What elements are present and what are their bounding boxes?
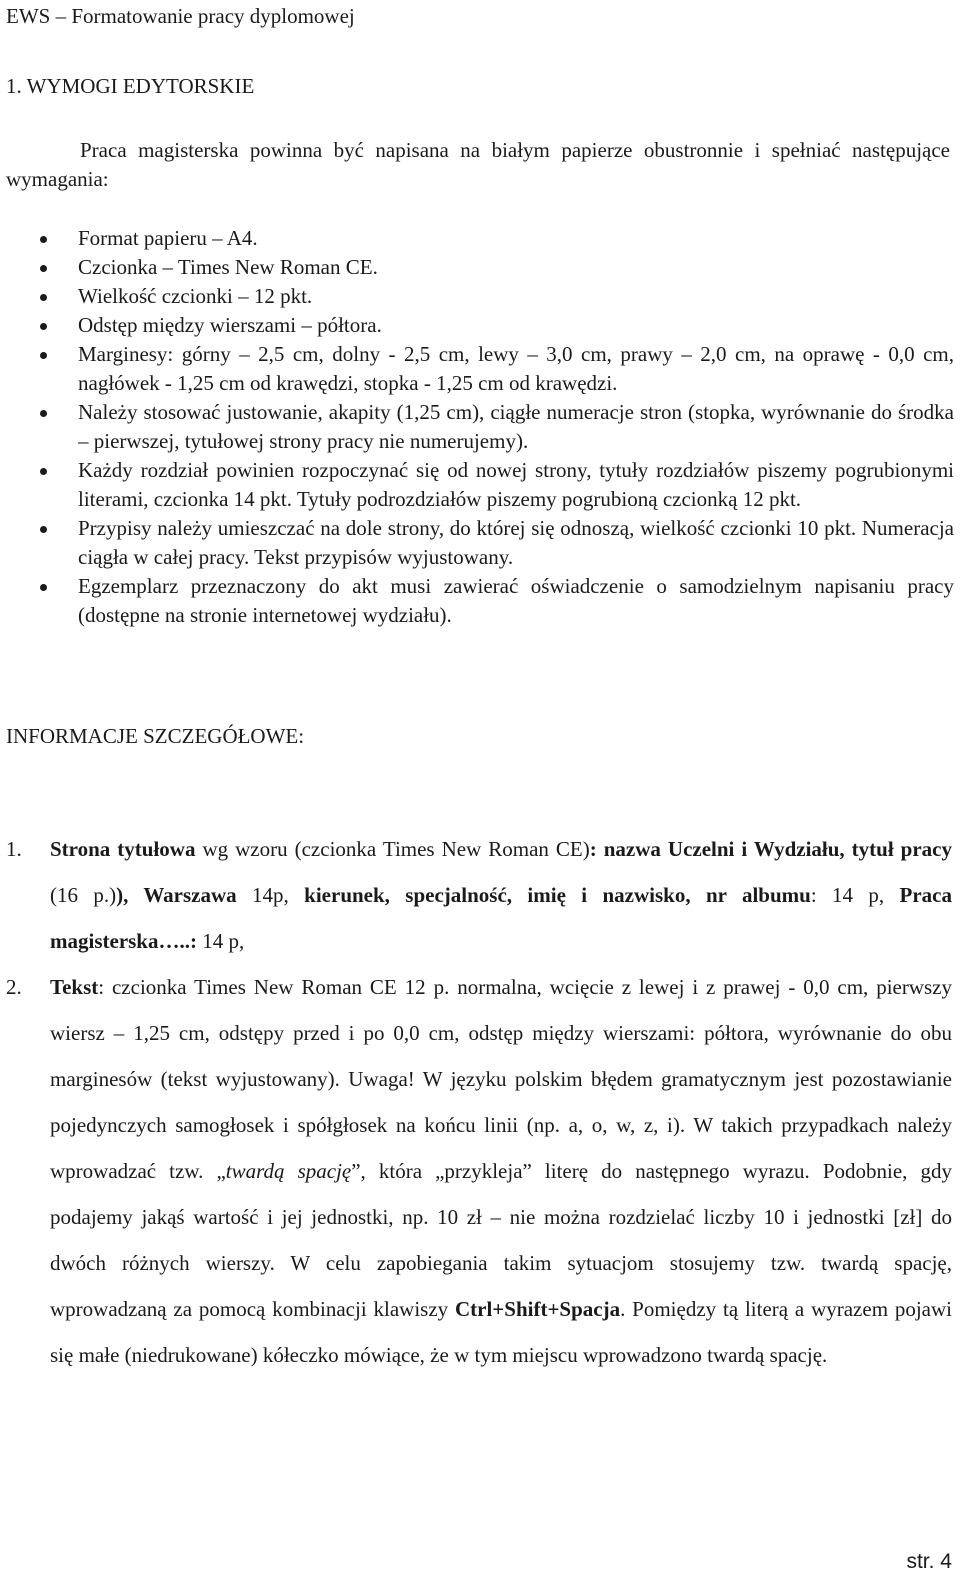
bullet-icon (40, 265, 47, 272)
requirements-list (0, 224, 956, 630)
item-number: 1. (6, 837, 22, 861)
detailed-info-list (0, 826, 952, 1378)
list-item: Czcionka – Times New Roman CE. (0, 253, 956, 282)
list-item: Każdy rozdział powinien rozpoczynać się od nowej strony, tytuły rozdziałów piszemy pogrubionymi literami, czcionka 14 pkt. Tytuły podrozdziałów piszemy pogrubioną czcionką 12 pkt. (0, 456, 956, 514)
bullet-icon (40, 352, 47, 359)
list-item: Wielkość czcionki – 12 pkt. (0, 282, 956, 311)
list-item-text: 2. Tekst: czcionka Times New Roman CE 12 p. normalna, wcięcie z lewej i z prawej - 0,0 cm, pierwszy wiersz – 1,25 cm, odstępy przed i po 0,0 cm, odstęp między wierszami: półtora, wyrównanie do obu marginesów (tekst wyjustowany). Uwaga! W języku polskim błędem gramatycznym jest pozostawianie pojedynczych samogłosek i spółgłosek na końcu linii (np. a, o, w, z, i). W takich przypadkach należy wprowadzać tzw. „twardą spację”, która „przykleja” literę do następnego wyrazu. Podobnie, gdy podajemy jakąś wartość i jej jednostki, np. 10 zł – nie można rozdzielać liczby 10 i jednostki [zł] do dwóch różnych wierszy. W celu zapobiegania takim sytuacjom stosujemy tzw. twardą spację, wprowadzaną za pomocą kombinacji klawiszy Ctrl+Shift+Spacja. Pomiędzy tą literą a wyrazem pojawi się małe (niedrukowane) kółeczko mówiące, że w tym miejscu wprowadzono twardą spację. (0, 964, 952, 1378)
bullet-icon (40, 236, 47, 243)
list-item: Marginesy: górny – 2,5 cm, dolny - 2,5 cm, lewy – 3,0 cm, prawy – 2,0 cm, na oprawę - 0,0 cm, nagłówek - 1,25 cm od krawędzi, stopka - 1,25 cm od krawędzi. (0, 340, 956, 398)
bullet-icon (40, 526, 47, 533)
list-item: Odstęp między wierszami – półtora. (0, 311, 956, 340)
list-item: Należy stosować justowanie, akapity (1,25 cm), ciągłe numeracje stron (stopka, wyrównanie do środka – pierwszej, tytułowej strony pracy nie numerujemy). (0, 398, 956, 456)
bullet-icon (40, 410, 47, 417)
page-number: str. 4 (906, 1550, 952, 1573)
intro-paragraph: Praca magisterska powinna być napisana na białym papierze obustronnie i spełniać następujące wymagania: (6, 138, 950, 191)
item-number: 2. (6, 975, 22, 999)
list-item: Format papieru – A4. (0, 224, 956, 253)
bullet-icon (40, 323, 47, 330)
list-item: Przypisy należy umieszczać na dole strony, do której się odnoszą, wielkość czcionki 10 pkt. Numeracja ciągła w całej pracy. Tekst przypisów wyjustowany. (0, 514, 956, 572)
bullet-icon (40, 294, 47, 301)
list-item: Egzemplarz przeznaczony do akt musi zawierać oświadczenie o samodzielnym napisaniu pracy (dostępne na stronie internetowej wydziału). (0, 572, 956, 630)
bullet-icon (40, 584, 47, 591)
section-heading-detailed-info: INFORMACJE SZCZEGÓŁOWE: (6, 724, 305, 748)
bullet-icon (40, 468, 47, 475)
list-item-title-page: 1. Strona tytułowa wg wzoru (czcionka Times New Roman CE): nazwa Uczelni i Wydziału, tytuł pracy (16 p.)), Warszawa 14p, kierunek, specjalność, imię i nazwisko, nr albumu: 14 p, Praca magisterska…..: 14 p, (0, 826, 952, 964)
section-heading-editorial-requirements: 1. WYMOGI EDYTORSKIE (6, 74, 255, 98)
document-header: EWS – Formatowanie pracy dyplomowej (6, 4, 355, 28)
